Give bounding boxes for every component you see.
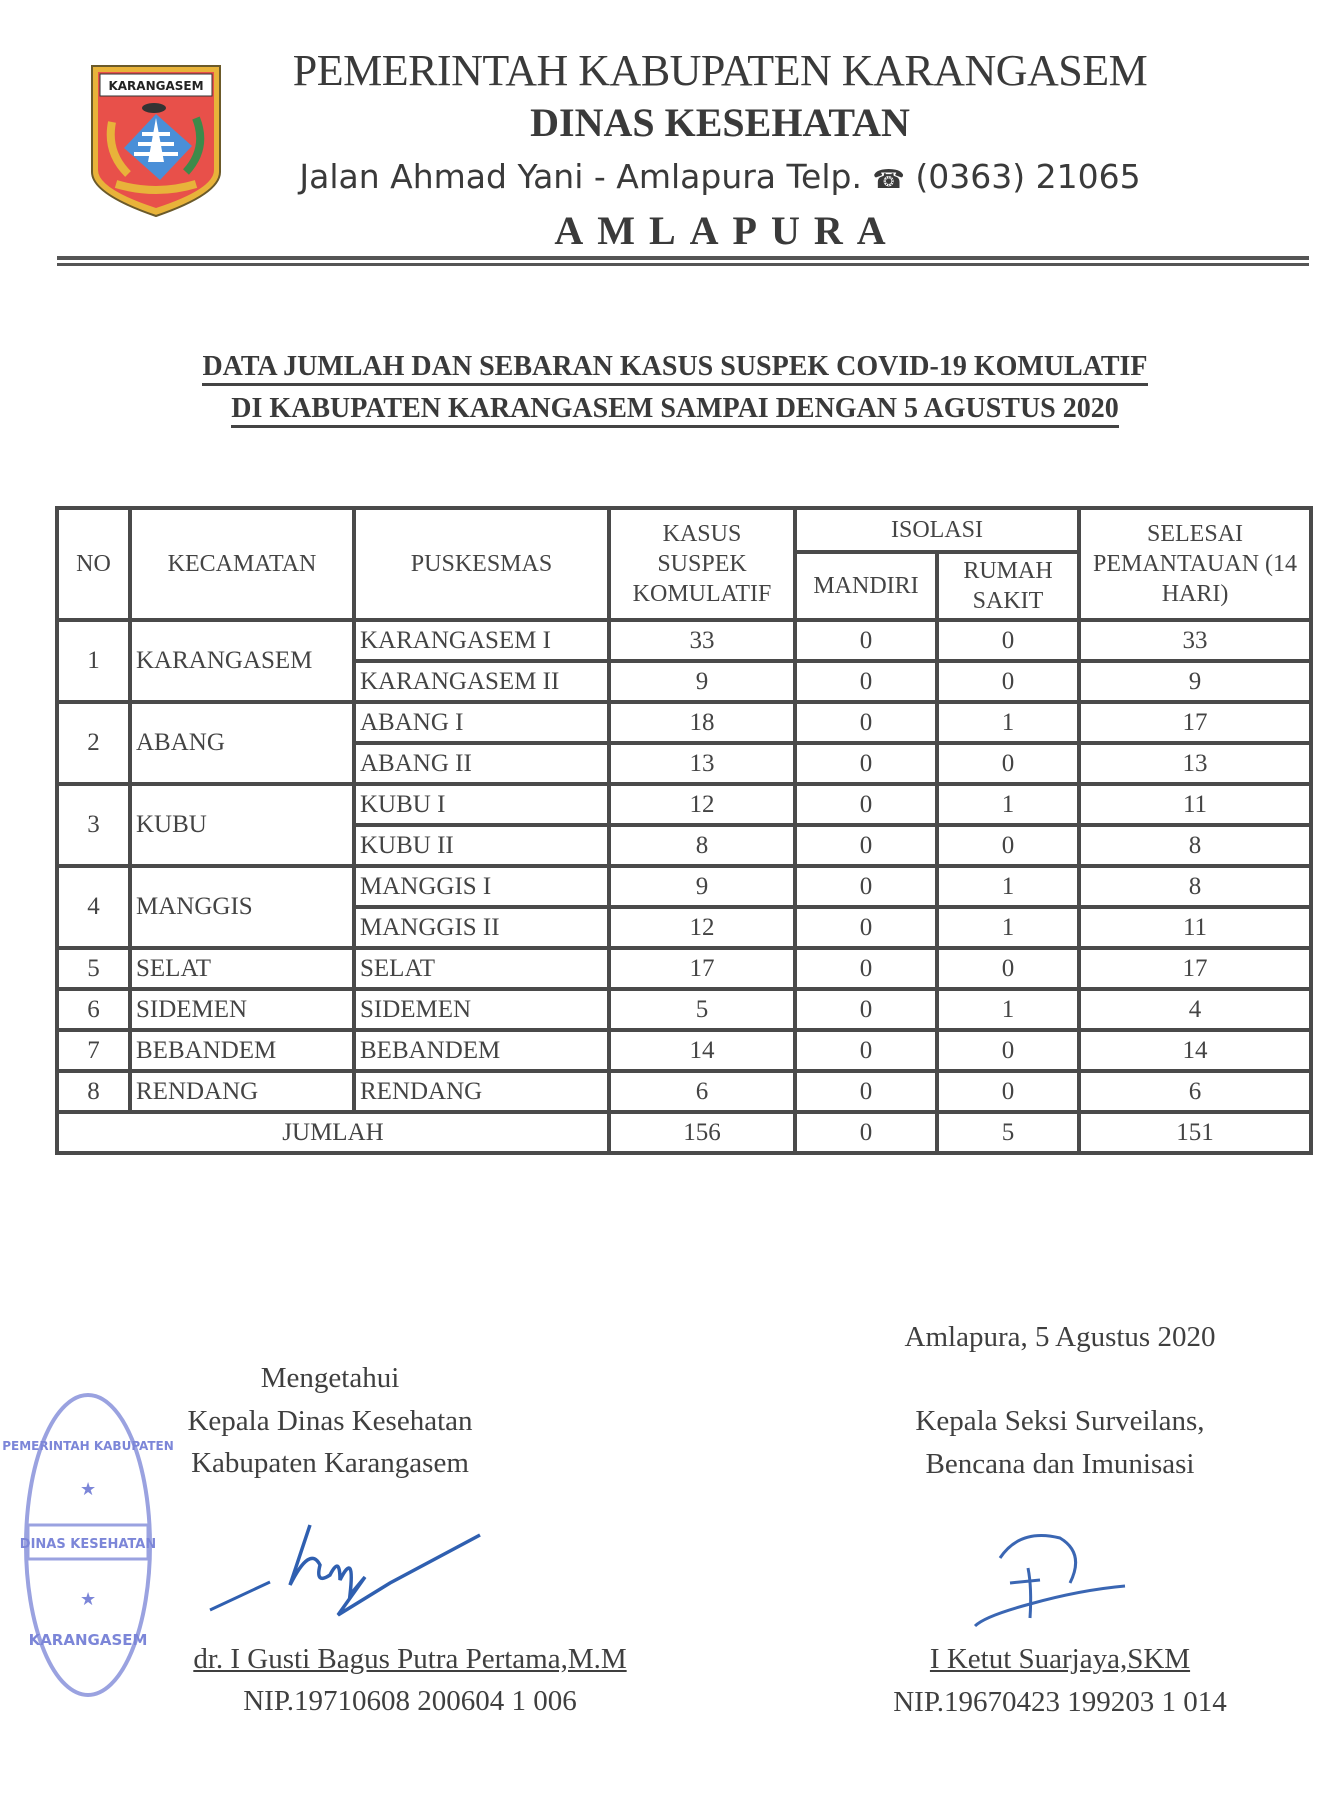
cell-kasus-suspek: 6 bbox=[609, 1071, 795, 1112]
cell-selesai: 33 bbox=[1079, 620, 1311, 661]
cell-puskesmas: KARANGASEM II bbox=[354, 661, 609, 702]
total-selesai: 151 bbox=[1079, 1112, 1311, 1153]
sig-right-nip: NIP.19670423 199203 1 014 bbox=[893, 1686, 1227, 1718]
table-row bbox=[57, 620, 1311, 661]
letterhead-department: DINAS KESEHATAN bbox=[530, 100, 910, 145]
cell-puskesmas: KUBU II bbox=[354, 825, 609, 866]
cell-no: 4 bbox=[57, 866, 130, 948]
letterhead-rule-top bbox=[57, 256, 1309, 260]
sig-left-position: Kepala Dinas Kesehatan bbox=[187, 1405, 473, 1437]
official-stamp bbox=[2, 1380, 174, 1710]
document-title-line1 bbox=[60, 350, 1290, 384]
cell-selesai: 11 bbox=[1079, 784, 1311, 825]
header-selesai-pemantauan: SELESAI PEMANTAUAN (14 HARI) bbox=[1079, 508, 1311, 620]
cell-kasus-suspek: 33 bbox=[609, 620, 795, 661]
total-rumah-sakit: 5 bbox=[937, 1112, 1079, 1153]
cell-kecamatan: RENDANG bbox=[130, 1071, 354, 1112]
table-row bbox=[57, 948, 1311, 989]
sig-right-position-line2: Bencana dan Imunisasi bbox=[925, 1448, 1195, 1480]
cell-selesai: 13 bbox=[1079, 743, 1311, 784]
letterhead-city: AMLAPURA bbox=[554, 208, 900, 253]
cell-kasus-suspek: 12 bbox=[609, 907, 795, 948]
cell-mandiri: 0 bbox=[795, 825, 937, 866]
cell-rumah-sakit: 1 bbox=[937, 784, 1079, 825]
cell-mandiri: 0 bbox=[795, 948, 937, 989]
cell-kecamatan: SIDEMEN bbox=[130, 989, 354, 1030]
stamp-text-mid: DINAS KESEHATAN bbox=[19, 1537, 157, 1552]
cell-puskesmas: MANGGIS I bbox=[354, 866, 609, 907]
stamp-text-bottom: KARANGASEM bbox=[28, 1631, 148, 1649]
table-body bbox=[57, 620, 1311, 1153]
cell-no: 8 bbox=[57, 1071, 130, 1112]
cell-rumah-sakit: 0 bbox=[937, 620, 1079, 661]
header-isolasi: ISOLASI bbox=[795, 508, 1079, 552]
logo-label: KARANGASEM bbox=[108, 79, 204, 93]
cell-kasus-suspek: 14 bbox=[609, 1030, 795, 1071]
sig-left-acknowledged: Mengetahui bbox=[260, 1362, 400, 1394]
phone-number: (0363) 21065 bbox=[915, 157, 1141, 196]
covid-suspect-table bbox=[55, 506, 1309, 1155]
total-kasus-suspek: 156 bbox=[609, 1112, 795, 1153]
cell-selesai: 8 bbox=[1079, 866, 1311, 907]
cell-selesai: 6 bbox=[1079, 1071, 1311, 1112]
cell-no: 7 bbox=[57, 1030, 130, 1071]
cell-puskesmas: ABANG II bbox=[354, 743, 609, 784]
sig-right-name bbox=[850, 1638, 1270, 1680]
cell-mandiri: 0 bbox=[795, 907, 937, 948]
cell-kasus-suspek: 12 bbox=[609, 784, 795, 825]
cell-kasus-suspek: 9 bbox=[609, 661, 795, 702]
total-mandiri: 0 bbox=[795, 1112, 937, 1153]
cell-kasus-suspek: 13 bbox=[609, 743, 795, 784]
cell-puskesmas: KUBU I bbox=[354, 784, 609, 825]
cell-puskesmas: BEBANDEM bbox=[354, 1030, 609, 1071]
header-no: NO bbox=[57, 508, 130, 620]
cell-no: 1 bbox=[57, 620, 130, 702]
address-text: Jalan Ahmad Yani - Amlapura Telp. bbox=[299, 157, 862, 196]
table-row bbox=[57, 784, 1311, 825]
sig-right-place-date: Amlapura, 5 Agustus 2020 bbox=[904, 1321, 1216, 1353]
cell-selesai: 8 bbox=[1079, 825, 1311, 866]
cell-kasus-suspek: 17 bbox=[609, 948, 795, 989]
cell-mandiri: 0 bbox=[795, 702, 937, 743]
header-kecamatan: KECAMATAN bbox=[130, 508, 354, 620]
header-kasus-suspek: KASUS SUSPEK KOMULATIF bbox=[609, 508, 795, 620]
sig-left-signature bbox=[200, 1510, 500, 1635]
cell-rumah-sakit: 0 bbox=[937, 661, 1079, 702]
letterhead-address bbox=[240, 157, 1200, 200]
letterhead-rule-bottom bbox=[57, 263, 1309, 266]
cell-puskesmas: SELAT bbox=[354, 948, 609, 989]
document-title-line2 bbox=[60, 392, 1290, 426]
table-row bbox=[57, 866, 1311, 907]
cell-selesai: 11 bbox=[1079, 907, 1311, 948]
svg-text:★: ★ bbox=[80, 1589, 97, 1609]
cell-mandiri: 0 bbox=[795, 620, 937, 661]
cell-selesai: 4 bbox=[1079, 989, 1311, 1030]
letterhead-government: PEMERINTAH KABUPATEN KARANGASEM bbox=[292, 46, 1148, 95]
stamp-text-top: PEMERINTAH KABUPATEN bbox=[2, 1439, 174, 1453]
total-row bbox=[57, 1112, 1311, 1153]
cell-mandiri: 0 bbox=[795, 989, 937, 1030]
cell-kecamatan: BEBANDEM bbox=[130, 1030, 354, 1071]
cell-mandiri: 0 bbox=[795, 1030, 937, 1071]
table-row bbox=[57, 989, 1311, 1030]
cell-kasus-suspek: 18 bbox=[609, 702, 795, 743]
karangasem-regency-logo bbox=[88, 62, 224, 218]
cell-kecamatan: SELAT bbox=[130, 948, 354, 989]
header-puskesmas: PUSKESMAS bbox=[354, 508, 609, 620]
cell-kasus-suspek: 9 bbox=[609, 866, 795, 907]
cell-puskesmas: ABANG I bbox=[354, 702, 609, 743]
cell-kasus-suspek: 8 bbox=[609, 825, 795, 866]
cell-rumah-sakit: 0 bbox=[937, 743, 1079, 784]
sig-left-office: Kabupaten Karangasem bbox=[191, 1447, 469, 1479]
table-row bbox=[57, 1071, 1311, 1112]
cell-rumah-sakit: 0 bbox=[937, 948, 1079, 989]
cell-rumah-sakit: 1 bbox=[937, 907, 1079, 948]
cell-rumah-sakit: 0 bbox=[937, 1030, 1079, 1071]
cell-rumah-sakit: 1 bbox=[937, 866, 1079, 907]
cell-no: 6 bbox=[57, 989, 130, 1030]
total-label: JUMLAH bbox=[57, 1112, 609, 1153]
cell-puskesmas: SIDEMEN bbox=[354, 989, 609, 1030]
cell-no: 2 bbox=[57, 702, 130, 784]
sig-right-signature bbox=[960, 1528, 1160, 1637]
sig-right-position-line1: Kepala Seksi Surveilans, bbox=[915, 1405, 1205, 1437]
cell-mandiri: 0 bbox=[795, 661, 937, 702]
table-row bbox=[57, 702, 1311, 743]
cell-puskesmas: MANGGIS II bbox=[354, 907, 609, 948]
title-line1-text: DATA JUMLAH DAN SEBARAN KASUS SUSPEK COVID-19 KOMULATIF bbox=[202, 351, 1147, 386]
cell-selesai: 9 bbox=[1079, 661, 1311, 702]
cell-puskesmas: RENDANG bbox=[354, 1071, 609, 1112]
telephone-icon: ☎ bbox=[872, 165, 905, 195]
cell-selesai: 17 bbox=[1079, 702, 1311, 743]
header-mandiri: MANDIRI bbox=[795, 552, 937, 620]
cell-kasus-suspek: 5 bbox=[609, 989, 795, 1030]
sig-right-name-text: I Ketut Suarjaya,SKM bbox=[929, 1643, 1191, 1675]
cell-kecamatan: ABANG bbox=[130, 702, 354, 784]
cell-mandiri: 0 bbox=[795, 743, 937, 784]
cell-no: 3 bbox=[57, 784, 130, 866]
cell-rumah-sakit: 1 bbox=[937, 702, 1079, 743]
cell-kecamatan: KARANGASEM bbox=[130, 620, 354, 702]
cell-rumah-sakit: 0 bbox=[937, 825, 1079, 866]
cell-mandiri: 0 bbox=[795, 866, 937, 907]
cell-puskesmas: KARANGASEM I bbox=[354, 620, 609, 661]
cell-rumah-sakit: 0 bbox=[937, 1071, 1079, 1112]
sig-left-nip: NIP.19710608 200604 1 006 bbox=[243, 1685, 577, 1717]
svg-text:★: ★ bbox=[80, 1479, 97, 1499]
header-rumah-sakit: RUMAH SAKIT bbox=[937, 552, 1079, 620]
cell-no: 5 bbox=[57, 948, 130, 989]
cell-selesai: 17 bbox=[1079, 948, 1311, 989]
table-row bbox=[57, 1030, 1311, 1071]
cell-mandiri: 0 bbox=[795, 1071, 937, 1112]
cell-rumah-sakit: 1 bbox=[937, 989, 1079, 1030]
title-line2-text: DI KABUPATEN KARANGASEM SAMPAI DENGAN 5 AGUSTUS 2020 bbox=[231, 393, 1119, 428]
cell-mandiri: 0 bbox=[795, 784, 937, 825]
cell-selesai: 14 bbox=[1079, 1030, 1311, 1071]
cell-kecamatan: KUBU bbox=[130, 784, 354, 866]
sig-left-name bbox=[170, 1638, 650, 1680]
cell-kecamatan: MANGGIS bbox=[130, 866, 354, 948]
sig-left-name-text: dr. I Gusti Bagus Putra Pertama,M.M bbox=[193, 1643, 627, 1675]
